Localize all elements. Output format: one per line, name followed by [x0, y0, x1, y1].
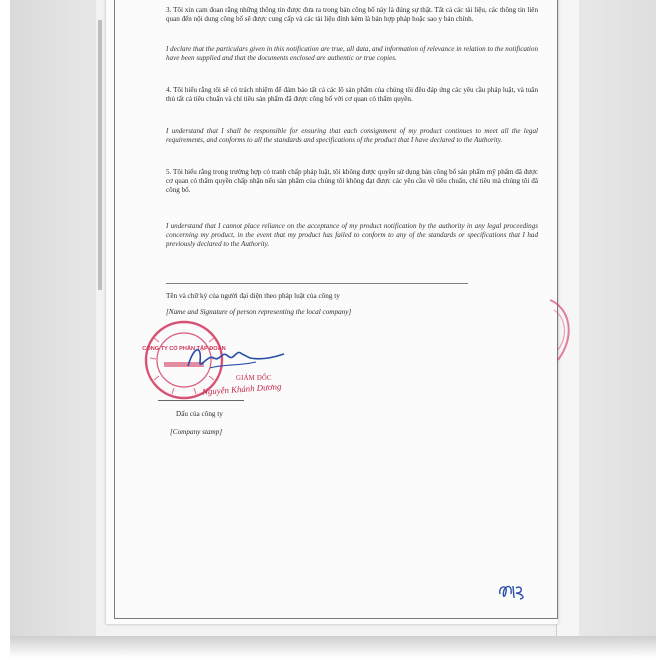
representative-label-vi: Tên và chữ ký của người đại diện theo pháp luật của công ty	[166, 292, 340, 300]
clause-4-english: I understand that I shall be responsible for ensuring that each consignment of my product continues to meet all the legal requirements, and conforms to all the standards and specifications of the product that I have declared to the Authority.	[166, 127, 538, 145]
clause-5-vietnamese: 5. Tôi hiểu rằng trong trường hợp có tranh chấp pháp luật, tôi không được quyền sử dụng bản công bố sản phẩm mỹ phẩm đã được cơ quan có thẩm quyền chấp nhận nếu sản phẩm của chúng tôi không đạt được các yêu cầu về tiêu chuẩn, chỉ tiêu mà chúng tôi đã công bố.	[166, 168, 538, 195]
page-fold-edge	[98, 20, 102, 290]
company-stamp-label-vi: Dấu của công ty	[176, 410, 223, 418]
handwritten-signature	[180, 336, 290, 380]
stamp-underline	[158, 400, 244, 401]
signatory-title: GIÁM ĐỐC	[236, 375, 272, 382]
company-stamp-label-en: [Company stamp]	[170, 428, 223, 436]
stamp-text: CÔNG TY CỔ PHẦN TẬP ĐOÀN	[142, 346, 226, 352]
separator-line	[166, 283, 468, 284]
clause-4-vietnamese: 4. Tôi hiểu rằng tôi sẽ có trách nhiệm để đảm bảo tất cả các lô sản phẩm của chúng tôi đều đáp ứng các yêu cầu pháp luật, và tuân thủ tất cả tiêu chuẩn và chỉ tiêu sản phẩm đã được công bố với cơ quan có thẩm quyền.	[166, 86, 538, 104]
clause-3-english: I declare that the particulars given in this notification are true, all data, and information of relevance in relation to the notification have been supplied and that the documents enclosed are authentic or true copies.	[166, 45, 538, 63]
initials-mark	[496, 580, 530, 602]
clause-3-vietnamese: 3. Tôi xin cam đoan rằng những thông tin được đưa ra trong bản công bố này là đúng sự thật. Tất cả các tài liệu, các thông tin liên quan đến nội dung công bố sẽ được cung cấp và các tài liệu đính kèm là bản hợp pháp hoặc sao y bản chính.	[166, 6, 538, 24]
overlapping-seal-edge	[548, 296, 578, 364]
clause-5-english: I understand that I cannot place reliance on the acceptance of my product notification by the authority in any legal proceedings concerning my product, in the event that my product has failed to conform to any of the standards or specifications that I had previously declared to the Authority.	[166, 222, 538, 249]
signatory-name: Nguyễn Khánh Dương	[201, 381, 282, 397]
representative-label-en: [Name and Signature of person representing the local company]	[166, 308, 352, 316]
photo-bottom-shadow	[10, 636, 656, 658]
